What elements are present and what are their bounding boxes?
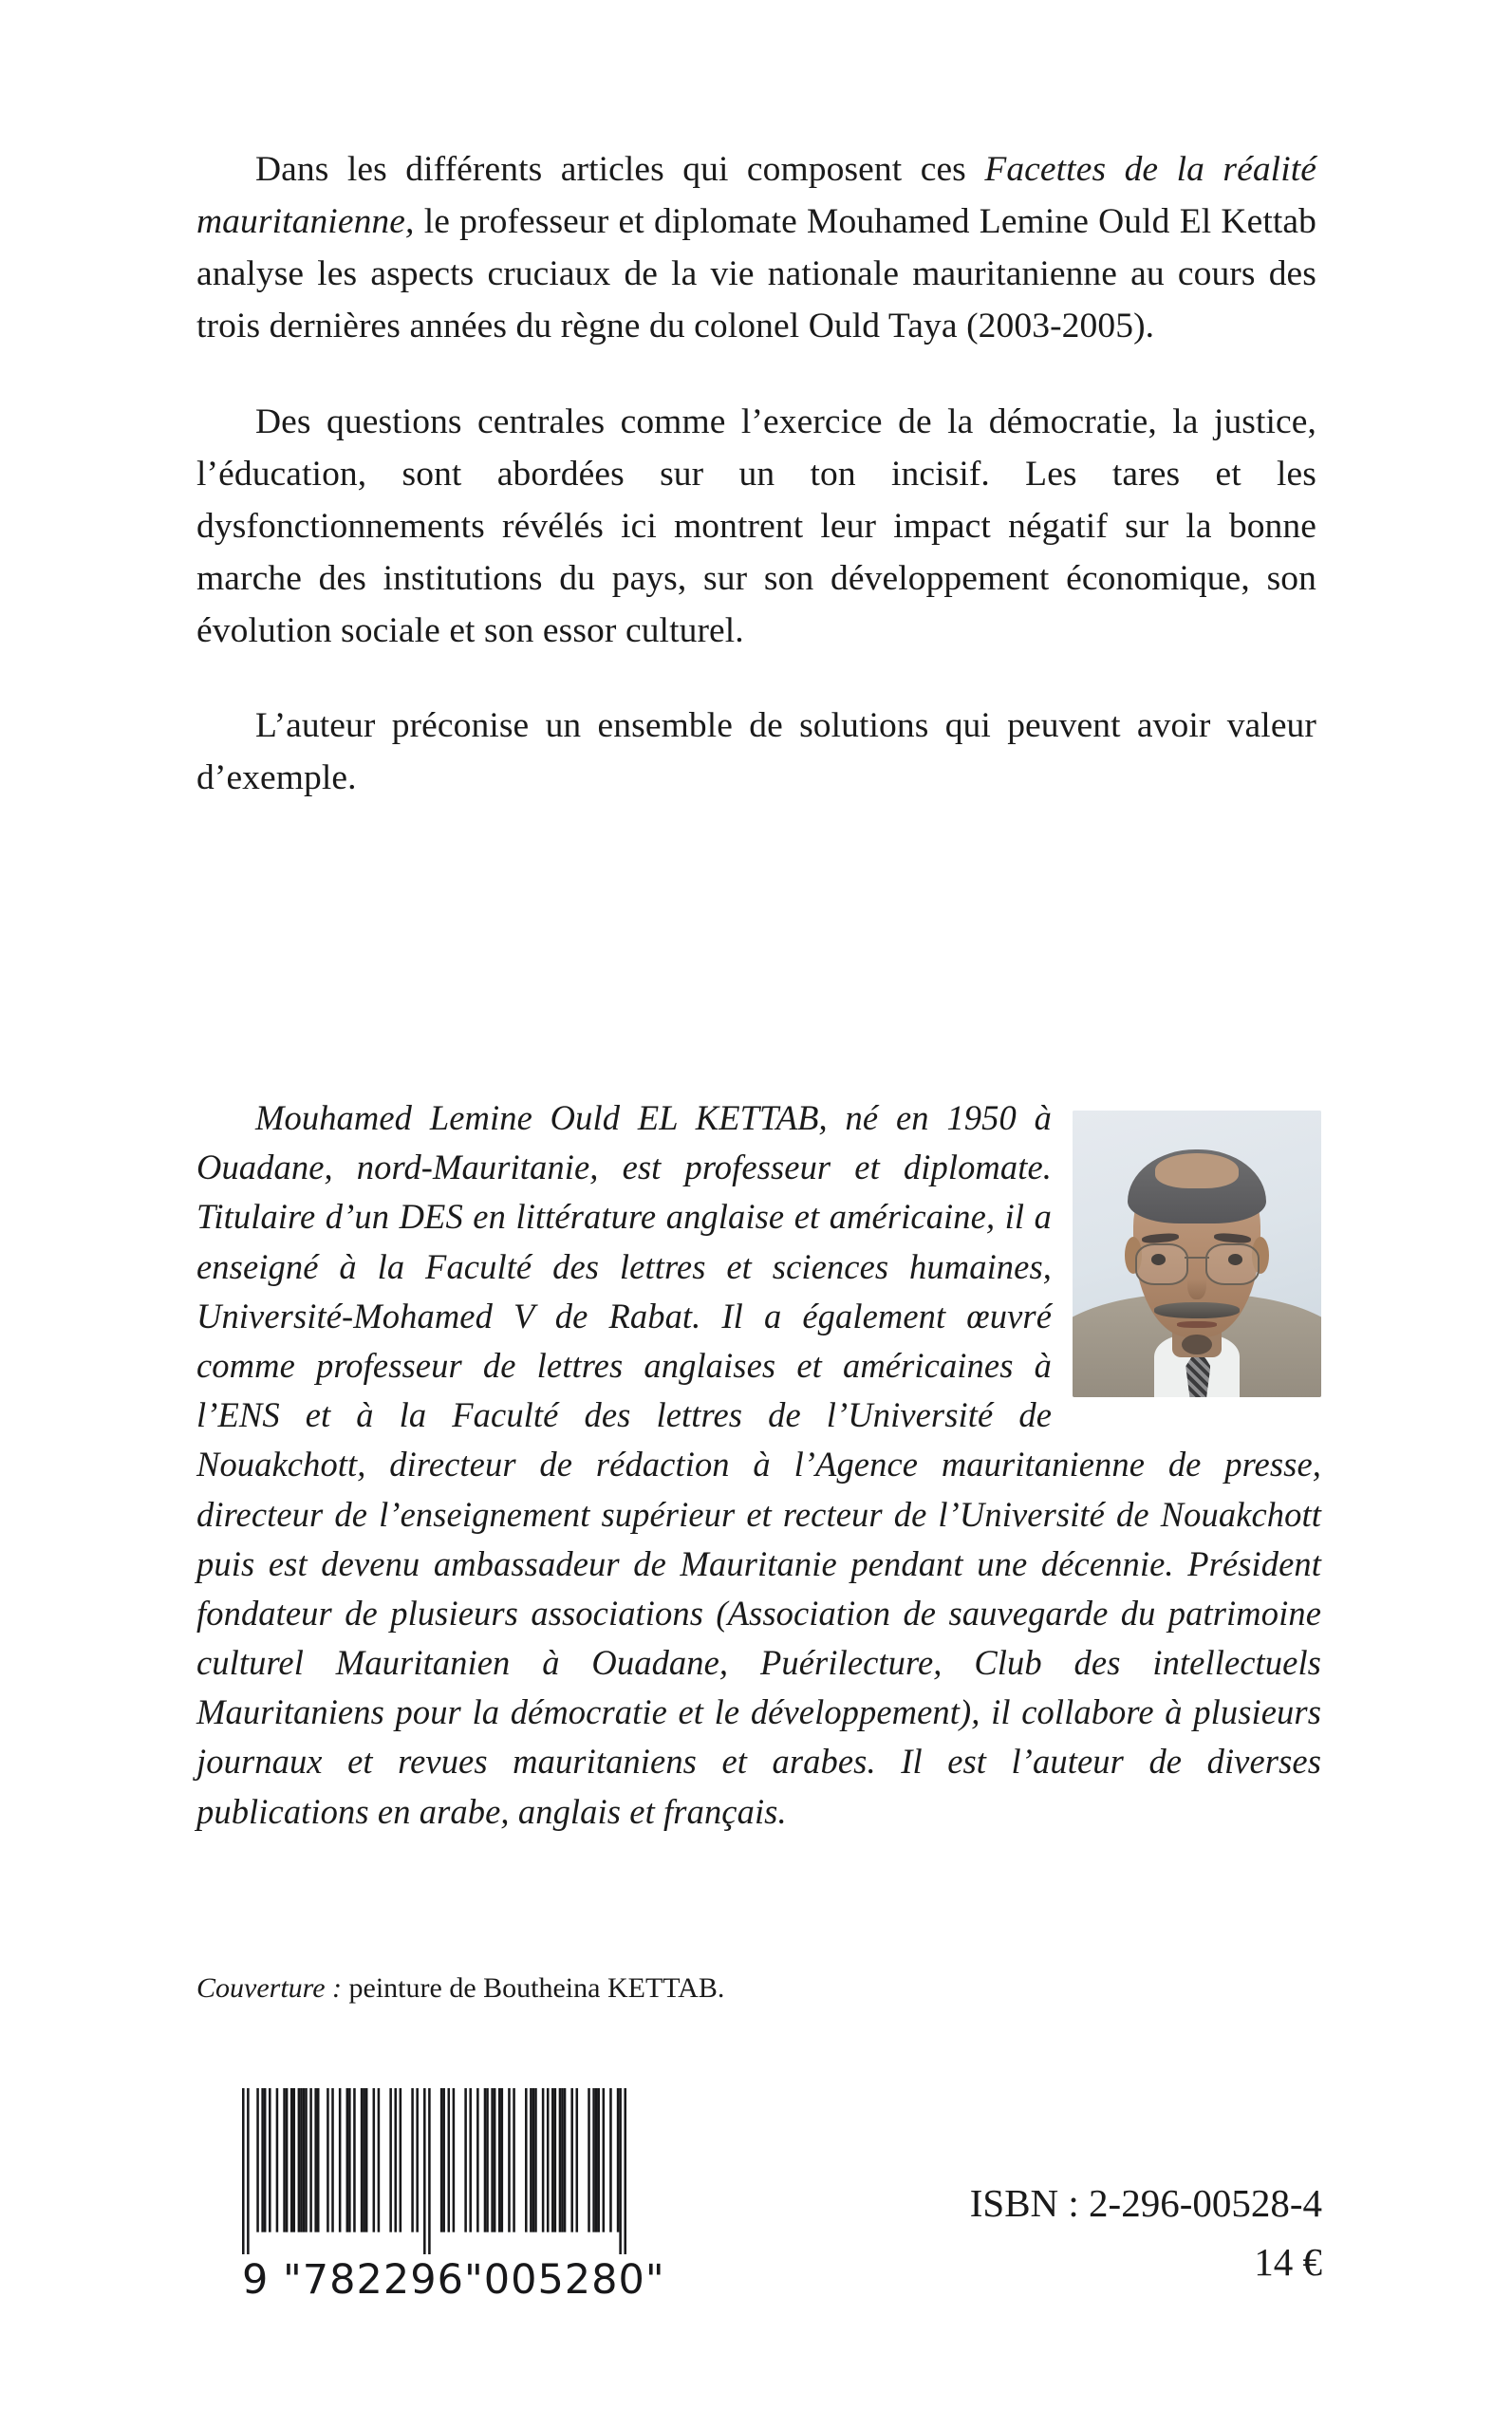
blurb-paragraph-3: L’auteur préconise un ensemble de solutions qui peuvent avoir valeur d’exemple. bbox=[196, 706, 1316, 798]
blurb-p1-part-3: le professeur et diplomate Mouhamed Lemine Ould El Kettab analyse les aspects cruciaux de la vie nationale mauritanienne au cours des trois dernières années du règne du colonel Ould Taya (2003-2005). bbox=[196, 201, 1316, 345]
portrait-illustration bbox=[1073, 1111, 1321, 1397]
portrait-eyeglass-left bbox=[1135, 1243, 1188, 1284]
portrait-nose bbox=[1187, 1265, 1207, 1299]
cover-credit-label: Couverture : bbox=[196, 1972, 343, 2004]
portrait-eyeglass-right bbox=[1205, 1243, 1259, 1284]
barcode-block bbox=[242, 2088, 665, 2304]
blurb-paragraph-2: Des questions centrales comme l’exercice de la démocratie, la justice, l’éducation, sont abordées sur un ton incisif. Les tares et les dysfonctionnements révélés ici montrent leur impact négatif sur la bonne marche des institutions du pays, sur son développement économique, son évolution sociale et son essor culturel. bbox=[196, 402, 1316, 650]
portrait-mouth bbox=[1177, 1321, 1217, 1328]
cover-credit-value: peinture de Boutheina KETTAB. bbox=[342, 1972, 725, 2004]
blurb-section bbox=[196, 144, 1316, 805]
barcode-digits: 9 "782296"005280" bbox=[242, 2256, 665, 2304]
portrait-chin-beard bbox=[1182, 1335, 1211, 1354]
book-title-italic: Facettes de la réalité mauritanienne, bbox=[196, 150, 1316, 241]
isbn-block bbox=[970, 2174, 1322, 2292]
portrait-moustache bbox=[1154, 1302, 1239, 1318]
blurb-paragraph-1 bbox=[196, 144, 1316, 353]
blurb-p1-part-1: Dans les différents articles qui composent ces bbox=[255, 150, 985, 189]
portrait-eyeglass-bridge bbox=[1185, 1257, 1209, 1259]
isbn-number: ISBN : 2-296-00528-4 bbox=[969, 2181, 1322, 2225]
author-photo bbox=[1073, 1111, 1321, 1397]
ean13-barcode bbox=[242, 2088, 626, 2254]
cover-credit bbox=[196, 1970, 724, 2007]
biography-text: Mouhamed Lemine Ould EL KETTAB, né en 1950 à Ouadane, nord-Mauritanie, est professeur et diplomate. Titulaire d’un DES en littérature anglaise et américaine, il a enseigné à la Faculté des lettres et sciences humaines, Université-Mohamed V de Rabat. Il a également œuvré comme professeur de lettres anglaises et américaines à l’ENS et à la Faculté des lettres de l’Université de Nouakchott, directeur de rédaction à l’Agence mauritanienne de presse, directeur de l’enseignement supérieur et recteur de l’Université de Nouakchott puis est devenu ambassadeur de Mauritanie pendant une décennie. Président fondateur de plusieurs associations (Association de sauvegarde du patrimoine culturel Mauritanien à Ouadane, Puérilecture, Club des intellectuels Mauritaniens pour la démocratie et le développement), il collabore à plusieurs journaux et revues mauritaniens et arabes. Il est l’auteur de diverses publications en arabe, anglais et français. bbox=[196, 1098, 1321, 1831]
price: 14 € bbox=[1254, 2240, 1322, 2285]
biography-section bbox=[196, 1093, 1321, 1837]
